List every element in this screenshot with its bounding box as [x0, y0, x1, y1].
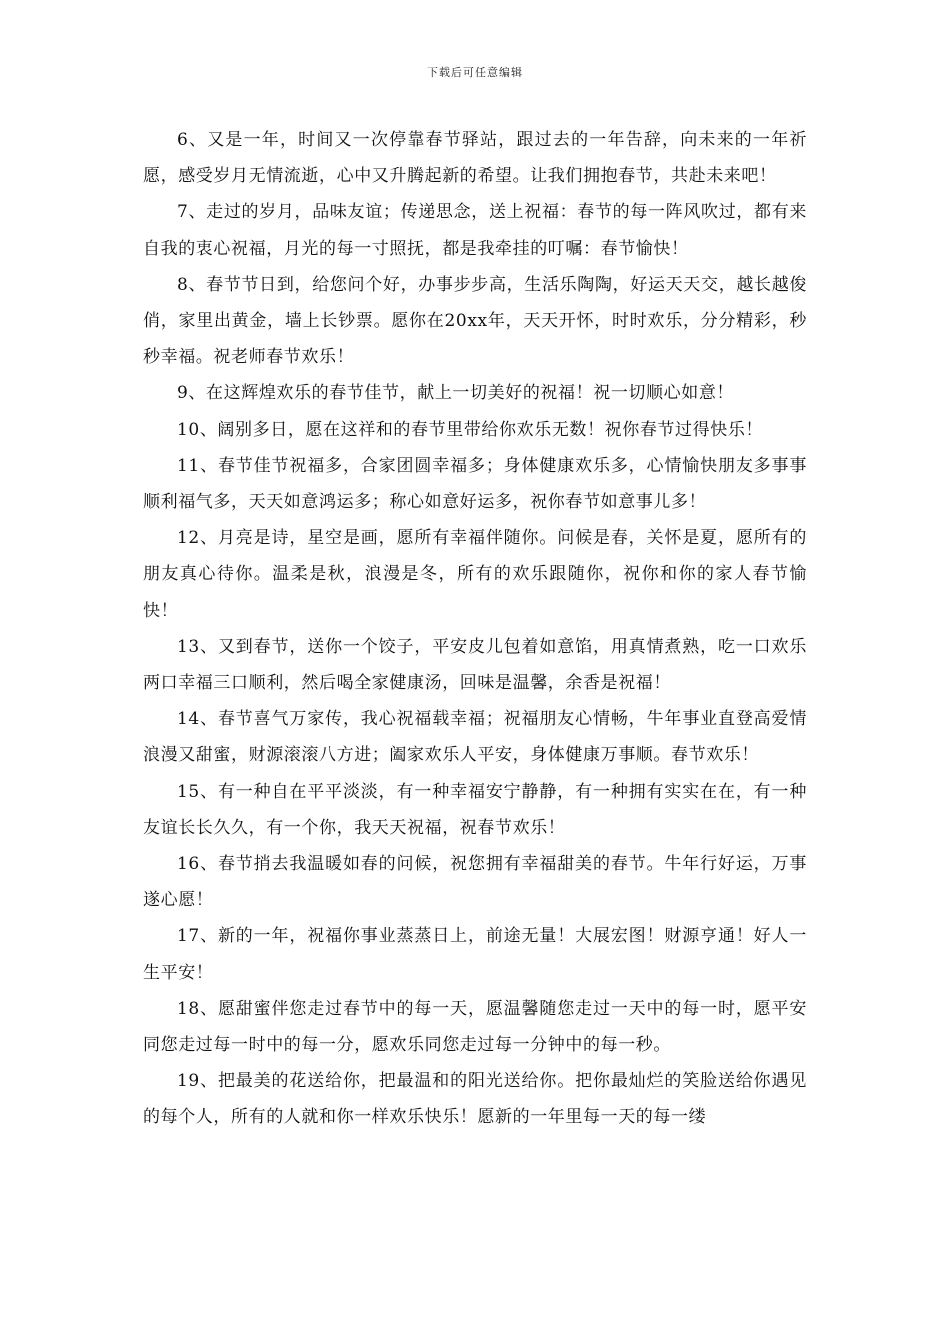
paragraph-6: 6、又是一年，时间又一次停靠春节驿站，跟过去的一年告辞，向未来的一年祈愿，感受岁月无情流逝，心中又升腾起新的希望。让我们拥抱春节，共赴未来吧！ [143, 130, 807, 187]
paragraph-18: 18、愿甜蜜伴您走过春节中的每一天，愿温馨随您走过一天中的每一时，愿平安同您走过每一时中的每一分，愿欢乐同您走过每一分钟中的每一秒。 [143, 998, 807, 1056]
paragraph-13: 13、又到春节，送你一个饺子，平安皮儿包着如意馅，用真情煮熟，吃一口欢乐两口幸福三口顺利，然后喝全家健康汤，回味是温馨，余香是祝福！ [143, 636, 807, 694]
paragraph-11: 11、春节佳节祝福多，合家团圆幸福多；身体健康欢乐多，心情愉快朋友多事事顺利福气多，天天如意鸿运多；称心如意好运多，祝你春节如意事儿多！ [143, 455, 807, 513]
paragraph-15: 15、有一种自在平平淡淡，有一种幸福安宁静静，有一种拥有实实在在，有一种友谊长长久久，有一个你，我天天祝福，祝春节欢乐！ [143, 781, 807, 838]
document-body [143, 122, 807, 1136]
paragraph-19: 19、把最美的花送给你，把最温和的阳光送给你。把你最灿烂的笑脸送给你遇见的每个人，所有的人就和你一样欢乐快乐！愿新的一年里每一天的每一缕 [143, 1071, 807, 1128]
paragraph-16: 16、春节捎去我温暖如春的问候，祝您拥有幸福甜美的春节。牛年行好运，万事遂心愿！ [143, 854, 807, 911]
paragraph-17: 17、新的一年，祝福你事业蒸蒸日上，前途无量！大展宏图！财源亨通！好人一生平安！ [143, 926, 807, 983]
paragraph-10: 10、阔别多日，愿在这祥和的春节里带给你欢乐无数！祝你春节过得快乐！ [177, 419, 764, 440]
paragraph-8: 8、春节节日到，给您问个好，办事步步高，生活乐陶陶，好运天天交，越长越俊俏，家里出黄金，墙上长钞票。愿你在20xx年，天天开怀，时时欢乐，分分精彩，秒秒幸福。祝老师春节欢乐！ [143, 274, 807, 368]
page-header: 下载后可任意编辑 [427, 66, 523, 79]
paragraph-12: 12、月亮是诗，星空是画，愿所有幸福伴随你。问候是春，关怀是夏，愿所有的朋友真心待你。温柔是秋，浪漫是冬，所有的欢乐跟随你，祝你和你的家人春节愉快！ [143, 528, 807, 621]
paragraph-9: 9、在这辉煌欢乐的春节佳节，献上一切美好的祝福！祝一切顺心如意！ [177, 383, 735, 404]
paragraph-14: 14、春节喜气万家传，我心祝福载幸福；祝福朋友心情畅，牛年事业直登高爱情浪漫又甜蜜，财源滚滚八方进；阖家欢乐人平安，身体健康万事顺。春节欢乐！ [143, 709, 807, 766]
paragraph-7: 7、走过的岁月，品味友谊；传递思念，送上祝福：春节的每一阵风吹过，都有来自我的衷心祝福，月光的每一寸照抚，都是我牵挂的叮嘱：春节愉快！ [143, 202, 807, 259]
